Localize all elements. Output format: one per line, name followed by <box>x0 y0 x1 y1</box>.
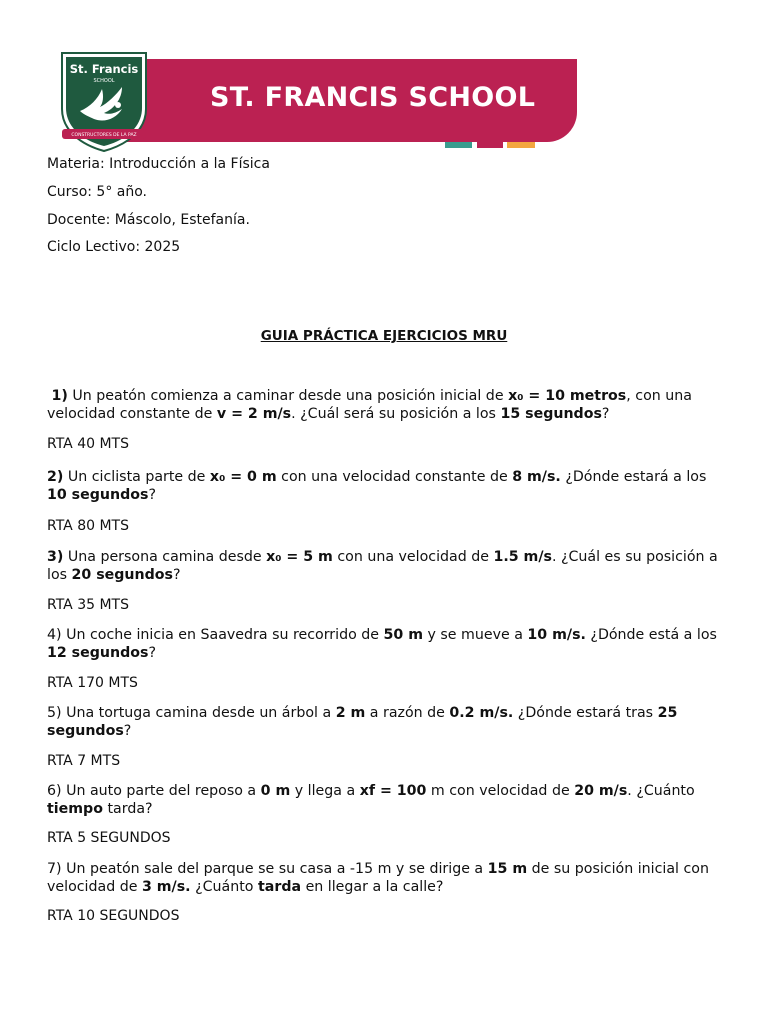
exercise-number: 7) <box>47 861 62 877</box>
info-docente: Docente: Máscolo, Estefanía. <box>47 212 250 228</box>
exercise-2: 2) Un ciclista parte de x₀ = 0 m con una velocidad constante de 8 m/s. ¿Dónde estará a los 10 segundos? <box>47 469 707 503</box>
accent-stripe-orange <box>507 142 535 148</box>
crest-subtitle: SCHOOL <box>93 78 115 84</box>
answer-4: RTA 170 MTS <box>47 675 138 691</box>
page-title: GUIA PRÁCTICA EJERCICIOS MRU <box>260 328 508 344</box>
accent-stripe-magenta <box>477 142 503 148</box>
exercise-3: 3) Una persona camina desde x₀ = 5 m con una velocidad de 1.5 m/s. ¿Cuál es su posición a los 20 segundos? <box>47 549 718 583</box>
answer-2: RTA 80 MTS <box>47 518 129 534</box>
school-crest-logo <box>56 47 152 155</box>
crest-motto: CONSTRUCTORES DE LA PAZ <box>71 133 137 138</box>
exercise-number: 4) <box>47 627 62 643</box>
exercise-4: 4) Un coche inicia en Saavedra su recorrido de 50 m y se mueve a 10 m/s. ¿Dónde está a los 12 segundos? <box>47 627 717 661</box>
school-name: ST. FRANCIS SCHOOL <box>210 82 536 113</box>
info-curso: Curso: 5° año. <box>47 184 148 200</box>
exercise-5: 5) Una tortuga camina desde un árbol a 2 m a razón de 0.2 m/s. ¿Dónde estará tras 25 segundos? <box>47 705 678 739</box>
exercise-7: 7) Un peatón sale del parque se su casa a -15 m y se dirige a 15 m de su posición inicial con velocidad de 3 m/s. ¿Cuánto tarda en llegar a la calle? <box>47 861 709 895</box>
accent-stripe-teal <box>445 142 472 148</box>
crest-title: St. Francis <box>69 62 139 76</box>
answer-6: RTA 5 SEGUNDOS <box>47 830 171 846</box>
info-materia: Materia: Introducción a la Física <box>47 156 270 172</box>
exercise-number: 2) <box>47 469 64 485</box>
answer-5: RTA 7 MTS <box>47 753 121 769</box>
exercise-number: 3) <box>47 549 64 565</box>
exercise-1: 1) Un peatón comienza a caminar desde una posición inicial de x₀ = 10 metros, con una velocidad constante de v = 2 m/s. ¿Cuál será su posición a los 15 segundos? <box>47 388 692 422</box>
exercise-number: 1) <box>51 388 68 404</box>
info-ciclo: Ciclo Lectivo: 2025 <box>47 239 181 255</box>
answer-3: RTA 35 MTS <box>47 597 129 613</box>
answer-1: RTA 40 MTS <box>47 436 129 452</box>
exercise-number: 5) <box>47 705 62 721</box>
exercise-number: 6) <box>47 783 62 799</box>
exercise-6: 6) Un auto parte del reposo a 0 m y llega a xf = 100 m con velocidad de 20 m/s. ¿Cuánto tiempo tarda? <box>47 783 695 817</box>
answer-7: RTA 10 SEGUNDOS <box>47 908 180 924</box>
